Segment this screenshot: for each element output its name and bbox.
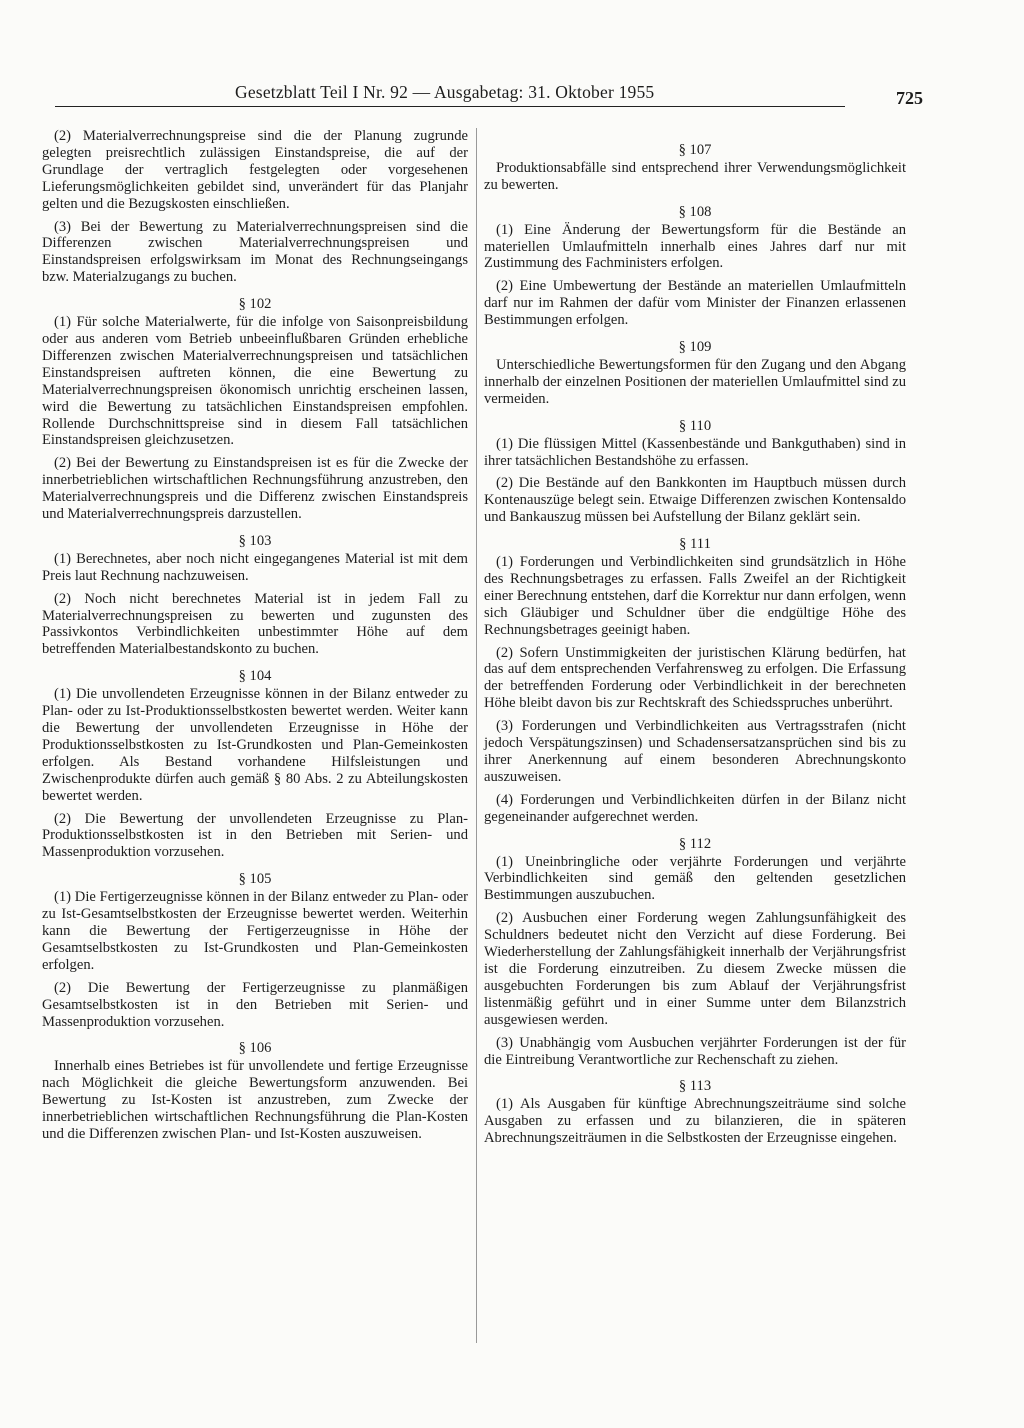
page-number: 725 bbox=[896, 88, 923, 108]
paragraph: Innerhalb eines Betriebes ist für unvollendete und fertige Erzeugnisse nach Möglichkeit die gleiche Bewertungsform anzuwenden. Bei Bewertung zu Ist-Kosten ist anzustreben, zum Zwecke der innerbetrieblichen wirtschaftlichen Rechnungsführung die Plan-Kosten und die Differenzen zwischen Plan- und Ist-Kosten auszuweisen. bbox=[42, 1058, 468, 1142]
section-heading: § 111 bbox=[679, 536, 711, 553]
paragraph: (1) Die unvollendeten Erzeugnisse können in der Bilanz entweder zu Plan- oder zu Ist-Produktionsselbstkosten bewertet werden. Weiter kann die Bewertung der unvollendeten Erzeugnisse in Höhe der Produktionsselbstkosten zu Ist-Grundkosten und Plan-Gemeinkosten erfolgen. Als Bestand vorhandene Hilfsleistungen und Zwischenprodukte dürfen auch gemäß § 80 Abs. 2 zu Abteilungskosten bewertet werden. bbox=[42, 686, 468, 804]
paragraph: Produktionsabfälle sind entsprechend ihrer Verwendungsmöglichkeit zu bewerten. bbox=[484, 159, 906, 193]
section-heading: § 106 bbox=[238, 1040, 272, 1057]
paragraph: (1) Für solche Materialwerte, für die infolge von Saisonpreisbildung oder aus anderen vom Betrieb unbeeinflußbaren Gründen erhebliche Differenzen zwischen Materialverrechnungspreisen und tatsächlichen Einstandspreisen auftreten können, die eine Bewertung zu Materialverrechnungspreisen ökonomisch unrichtig erscheinen lassen, wird die Bewertung zu tatsächlichen Einstandspreisen empfohlen. Rollende Durchschnittspreise sind in diesem Fall tatsächlichen Einstandspreisen gleichzusetzen. bbox=[42, 314, 468, 449]
paragraph: (2) Die Bewertung der Fertigerzeugnisse zu planmäßigen Gesamtselbstkosten ist in den Betrieben mit Serien- und Massenproduktion vorzusehen. bbox=[42, 979, 468, 1030]
column-divider bbox=[476, 128, 477, 1343]
paragraph: (1) Forderungen und Verbindlichkeiten sind grundsätzlich in Höhe des Rechnungsbetrages zu erfassen. Falls Zweifel an der Richtigkeit einer Berechnung entstehen, darf die Korrektur nur dann erfolgen, wenn sich Gläubiger und Schuldner über die endgültige Höhe des Rechnungsbetrages geeinigt haben. bbox=[484, 554, 906, 638]
page-header bbox=[55, 82, 923, 112]
section-heading: § 104 bbox=[238, 668, 272, 685]
left-column bbox=[42, 128, 468, 1149]
header-title: Gesetzblatt Teil I Nr. 92 — Ausgabetag: 31. Oktober 1955 bbox=[235, 82, 655, 102]
paragraph: (3) Unabhängig vom Ausbuchen verjährter Forderungen ist der für die Eintreibung Verantwortliche zur Rechenschaft zu ziehen. bbox=[484, 1034, 906, 1068]
section-heading: § 110 bbox=[678, 417, 712, 434]
section-heading: § 108 bbox=[678, 203, 712, 220]
paragraph: (2) Ausbuchen einer Forderung wegen Zahlungsunfähigkeit des Schuldners bedeutet nicht den Verzicht auf diese Forderung. Bei Wiederherstellung der Zahlungsfähigkeit innerhalb der Verjährungsfrist ist die Forderung einzutreiben. Zu diesem Zwecke müssen die ausgebuchten Forderungen bis zum Ablauf der Verjährungsfrist listenmäßig geführt und in einer Summe unter dem Bilanzstrich ausgewiesen werden. bbox=[484, 910, 906, 1028]
paragraph: (2) Die Bestände auf den Bankkonten im Hauptbuch müssen durch Kontenauszüge belegt sein. Etwaige Differenzen zwischen Kontensaldo und Bankauszug müssen bei Aufstellung der Bilanz geklärt sein. bbox=[484, 475, 906, 526]
paragraph: (1) Die flüssigen Mittel (Kassenbestände und Bankguthaben) sind in ihrer tatsächlichen Bestandshöhe zu erfassen. bbox=[484, 435, 906, 469]
paragraph: (2) Bei der Bewertung zu Einstandspreisen ist es für die Zwecke der innerbetrieblichen wirtschaftlichen Rechnungsführung anzustreben, den Materialverrechnungspreis und die Differenz zwischen Einstandspreis und Materialverrechnungspreis darzustellen. bbox=[42, 455, 468, 523]
section-heading: § 112 bbox=[678, 835, 712, 852]
paragraph: (3) Forderungen und Verbindlichkeiten aus Vertragsstrafen (nicht jedoch Verspätungszinsen) und Schadensersatzansprüchen sind bis zu ihrer Anerkennung auf einem besonderen Abrechnungskonto auszuweisen. bbox=[484, 718, 906, 785]
paragraph: (4) Forderungen und Verbindlichkeiten dürfen in der Bilanz nicht gegeneinander aufgerechnet werden. bbox=[484, 791, 906, 825]
section-heading: § 105 bbox=[238, 871, 272, 888]
paragraph: (2) Eine Umbewertung der Bestände an materiellen Umlaufmitteln darf nur im Rahmen der dafür vom Minister der Finanzen erlassenen Bestimmungen erfolgen. bbox=[484, 278, 906, 329]
paragraph: (3) Bei der Bewertung zu Materialverrechnungspreisen sind die Differenzen zwischen Materialverrechnungspreisen und Einstandspreisen erfolgswirksam im Monat des Rechnungseingangs bzw. Materialzugangs zu buchen. bbox=[42, 218, 468, 286]
right-column bbox=[484, 132, 906, 1153]
section-heading: § 113 bbox=[678, 1078, 712, 1095]
paragraph: (1) Eine Änderung der Bewertungsform für die Bestände an materiellen Umlaufmitteln innerhalb eines Jahres darf nur mit Zustimmung des Fachministers erfolgen. bbox=[484, 221, 906, 272]
paragraph: (1) Als Ausgaben für künftige Abrechnungszeiträume sind solche Ausgaben zu erfassen und zu bilanzieren, die in späteren Abrechnungszeiträumen in die Selbstkosten der Erzeugnisse eingehen. bbox=[484, 1096, 906, 1147]
paragraph: (2) Sofern Unstimmigkeiten der juristischen Klärung bedürfen, hat das auf dem entsprechenden Verfahrensweg zu erfolgen. Die Erfassung der betreffenden Forderung oder Verbindlichkeit in der berechneten Höhe bleibt davon bis zur Rechtskraft des Schiedsspruches unberührt. bbox=[484, 644, 906, 712]
paragraph: (2) Die Bewertung der unvollendeten Erzeugnisse zu Plan-Produktionsselbstkosten ist in den Betrieben mit Serien- und Massenproduktion vorzusehen. bbox=[42, 810, 468, 861]
paragraph: (1) Berechnetes, aber noch nicht eingegangenes Material ist mit dem Preis laut Rechnung nachzuweisen. bbox=[42, 550, 468, 584]
paragraph: (1) Die Fertigerzeugnisse können in der Bilanz entweder zu Plan- oder zu Ist-Gesamtselbstkosten der Erzeugnisse bewertet werden. Weiterhin kann die Bewertung der Fertigerzeugnisse in Höhe der Gesamtselbstkosten zu Ist-Grundkosten und Plan-Gemeinkosten erfolgen. bbox=[42, 889, 468, 973]
paragraph: (1) Uneinbringliche oder verjährte Forderungen und verjährte Verbindlichkeiten sind gemäß den geltenden gesetzlichen Bestimmungen auszubuchen. bbox=[484, 853, 906, 904]
paragraph: Unterschiedliche Bewertungsformen für den Zugang und den Abgang innerhalb der einzelnen Positionen der materiellen Umlaufmittel sind zu vermeiden. bbox=[484, 356, 906, 407]
section-heading: § 107 bbox=[678, 142, 712, 158]
paragraph: (2) Noch nicht berechnetes Material ist in jedem Fall zu Materialverrechnungspreisen zu bewerten und zugunsten des Passivkontos Verbindlichkeiten unbestimmter Höhe auf dem betreffenden Materialbestandskonto zu buchen. bbox=[42, 590, 468, 658]
paragraph: (2) Materialverrechnungspreise sind die der Planung zugrunde gelegten preisrechtlich zulässigen Einstandspreise, die auf der Grundlage der vertraglich festgelegten oder vorgesehenen Lieferungsmöglichkeiten gebildet sind, unverändert für das Planjahr gelten und die Bezugskosten einschließen. bbox=[42, 128, 468, 212]
section-heading: § 102 bbox=[238, 296, 272, 313]
header-rule bbox=[55, 106, 845, 107]
section-heading: § 103 bbox=[238, 532, 272, 549]
section-heading: § 109 bbox=[678, 339, 712, 356]
